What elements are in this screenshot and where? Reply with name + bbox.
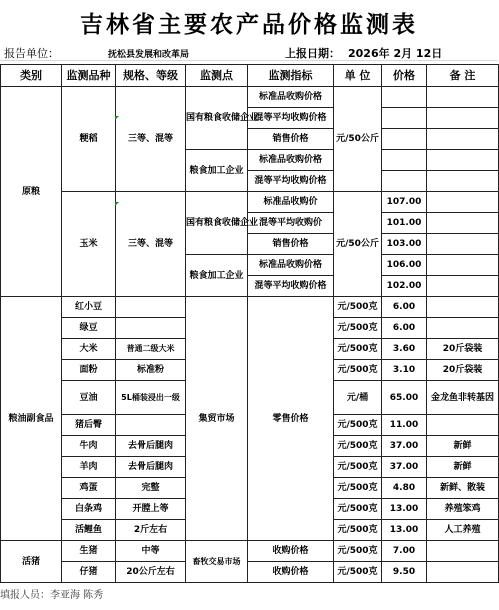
price-cell: 107.00 xyxy=(382,192,427,213)
note-cell xyxy=(427,213,499,234)
price-cell: 37.00 xyxy=(382,436,427,457)
variety-cell: 粳稻 xyxy=(62,87,116,192)
price-cell xyxy=(382,150,427,171)
col-header-category: 类别 xyxy=(1,65,62,87)
point-cell: 国有粮食收储企业 xyxy=(186,87,248,150)
note-cell xyxy=(427,234,499,255)
indicator-cell: 收购价格 xyxy=(248,562,334,583)
table-row xyxy=(1,297,499,318)
unit-cell: 元/500克 xyxy=(334,541,382,562)
category-cell: 活猪 xyxy=(1,541,62,583)
note-cell xyxy=(427,415,499,436)
indicator-cell: 销售价格 xyxy=(248,129,334,150)
variety-cell: 羊肉 xyxy=(62,457,116,478)
variety-cell: 面粉 xyxy=(62,360,116,381)
col-header-point: 监测点 xyxy=(186,65,248,87)
unit-cell: 元/500克 xyxy=(334,415,382,436)
price-cell: 9.50 xyxy=(382,562,427,583)
col-header-price: 价格 xyxy=(382,65,427,87)
indicator-cell: 标准品收购价 xyxy=(248,192,334,213)
point-cell: 国有粮食收储企业 xyxy=(186,192,248,255)
indicator-cell: 零售价格 xyxy=(248,297,334,541)
price-cell: 11.00 xyxy=(382,415,427,436)
grade-cell: 去骨后腿肉 xyxy=(116,457,186,478)
note-cell xyxy=(427,171,499,192)
note-cell xyxy=(427,108,499,129)
grade-cell xyxy=(116,297,186,318)
table-row xyxy=(1,192,499,213)
variety-cell: 绿豆 xyxy=(62,318,116,339)
table-row xyxy=(1,87,499,108)
variety-cell: 牛肉 xyxy=(62,436,116,457)
note-cell: 养殖笨鸡 xyxy=(427,499,499,520)
note-cell: 金龙鱼非转基因 xyxy=(427,381,499,415)
cell-comment-marker xyxy=(115,202,119,206)
price-cell: 102.00 xyxy=(382,276,427,297)
report-unit-label: 报告单位： xyxy=(4,47,59,60)
indicator-cell: 混等平均收购价格 xyxy=(248,108,334,129)
price-cell xyxy=(382,129,427,150)
indicator-cell: 标准品收购价格 xyxy=(248,255,334,276)
price-cell: 106.00 xyxy=(382,255,427,276)
col-header-indicator: 监测指标 xyxy=(248,65,334,87)
indicator-cell: 收购价格 xyxy=(248,541,334,562)
price-cell: 37.00 xyxy=(382,457,427,478)
cell-comment-marker xyxy=(115,116,119,120)
note-cell xyxy=(427,541,499,562)
note-cell xyxy=(427,297,499,318)
grade-cell: 三等、混等 xyxy=(116,192,186,297)
price-cell: 3.60 xyxy=(382,339,427,360)
note-cell xyxy=(427,255,499,276)
unit-cell: 元/500克 xyxy=(334,478,382,499)
col-header-note: 备 注 xyxy=(427,65,499,87)
note-cell: 新鲜 xyxy=(427,457,499,478)
point-cell: 粮食加工企业 xyxy=(186,255,248,297)
note-cell: 20斤袋装 xyxy=(427,339,499,360)
unit-cell: 元/500克 xyxy=(334,436,382,457)
grade-cell: 标准粉 xyxy=(116,360,186,381)
price-cell xyxy=(382,87,427,108)
grade-cell: 中等 xyxy=(116,541,186,562)
grade-cell: 5L桶装浸出一级 xyxy=(116,381,186,415)
grade-cell xyxy=(116,415,186,436)
point-cell: 畜牧交易市场 xyxy=(186,541,248,583)
note-cell xyxy=(427,562,499,583)
note-cell xyxy=(427,129,499,150)
report-date-label: 上报日期： xyxy=(285,47,340,60)
note-cell xyxy=(427,192,499,213)
indicator-cell: 混等平均收购价格 xyxy=(248,171,334,192)
price-cell: 7.00 xyxy=(382,541,427,562)
col-header-variety: 监测品种 xyxy=(62,65,116,87)
report-unit: 抚松县发展和改革局 xyxy=(108,50,190,60)
unit-cell: 元/500克 xyxy=(334,499,382,520)
price-cell xyxy=(382,108,427,129)
unit-cell: 元/500克 xyxy=(334,457,382,478)
col-header-unit: 单 位 xyxy=(334,65,382,87)
price-cell: 101.00 xyxy=(382,213,427,234)
variety-cell: 玉米 xyxy=(62,192,116,297)
page-title: 吉林省主要农产品价格监测表 xyxy=(80,11,418,38)
price-cell: 13.00 xyxy=(382,520,427,541)
table-row xyxy=(1,541,499,562)
unit-cell: 元/500克 xyxy=(334,339,382,360)
header-row xyxy=(1,65,499,87)
indicator-cell: 混等平均收购价格 xyxy=(248,276,334,297)
point-cell: 粮食加工企业 xyxy=(186,150,248,192)
price-cell: 3.10 xyxy=(382,360,427,381)
point-cell: 集贸市场 xyxy=(186,297,248,541)
unit-cell: 元/桶 xyxy=(334,381,382,415)
price-cell: 65.00 xyxy=(382,381,427,415)
variety-cell: 豆油 xyxy=(62,381,116,415)
unit-cell: 元/500克 xyxy=(334,318,382,339)
note-cell: 新鲜、散装 xyxy=(427,478,499,499)
footer-reporter: 填报人员：李亚海 陈秀 xyxy=(0,590,104,601)
note-cell xyxy=(427,276,499,297)
note-cell xyxy=(427,87,499,108)
price-table xyxy=(0,64,499,583)
grade-cell: 2斤左右 xyxy=(116,520,186,541)
unit-cell: 元/500克 xyxy=(334,562,382,583)
unit-cell: 元/500克 xyxy=(334,360,382,381)
unit-cell: 元/500克 xyxy=(334,520,382,541)
indicator-cell: 销售价格 xyxy=(248,234,334,255)
note-cell: 新鲜 xyxy=(427,436,499,457)
unit-cell: 元/50公斤 xyxy=(334,87,382,192)
note-cell xyxy=(427,150,499,171)
grade-cell xyxy=(116,318,186,339)
grade-cell: 三等、混等 xyxy=(116,87,186,192)
variety-cell: 活鲤鱼 xyxy=(62,520,116,541)
note-cell: 20斤袋装 xyxy=(427,360,499,381)
category-cell: 粮油副食品 xyxy=(1,297,62,541)
price-cell: 13.00 xyxy=(382,499,427,520)
report-date: 2026年 2月 12日 xyxy=(348,47,443,60)
variety-cell: 白条鸡 xyxy=(62,499,116,520)
variety-cell: 生猪 xyxy=(62,541,116,562)
variety-cell: 红小豆 xyxy=(62,297,116,318)
grade-cell: 开膛上等 xyxy=(116,499,186,520)
col-header-grade: 规格、等级 xyxy=(116,65,186,87)
indicator-cell: 标准品收购价格 xyxy=(248,87,334,108)
price-cell: 6.00 xyxy=(382,297,427,318)
variety-cell: 仔猪 xyxy=(62,562,116,583)
price-cell xyxy=(382,171,427,192)
grade-cell: 普通二级大米 xyxy=(116,339,186,360)
meta-divider xyxy=(0,60,498,61)
price-cell: 4.80 xyxy=(382,478,427,499)
price-cell: 6.00 xyxy=(382,318,427,339)
note-cell: 人工养殖 xyxy=(427,520,499,541)
note-cell xyxy=(427,318,499,339)
unit-cell: 元/500克 xyxy=(334,297,382,318)
category-cell: 原粮 xyxy=(1,87,62,297)
table-row xyxy=(1,562,499,583)
grade-cell: 20公斤左右 xyxy=(116,562,186,583)
variety-cell: 鸡蛋 xyxy=(62,478,116,499)
indicator-cell: 混等平均收购价 xyxy=(248,213,334,234)
unit-cell: 元/50公斤 xyxy=(334,192,382,297)
indicator-cell: 标准品收购价格 xyxy=(248,150,334,171)
price-cell: 103.00 xyxy=(382,234,427,255)
grade-cell: 去骨后腿肉 xyxy=(116,436,186,457)
variety-cell: 大米 xyxy=(62,339,116,360)
grade-cell: 完整 xyxy=(116,478,186,499)
variety-cell: 猪后臀 xyxy=(62,415,116,436)
